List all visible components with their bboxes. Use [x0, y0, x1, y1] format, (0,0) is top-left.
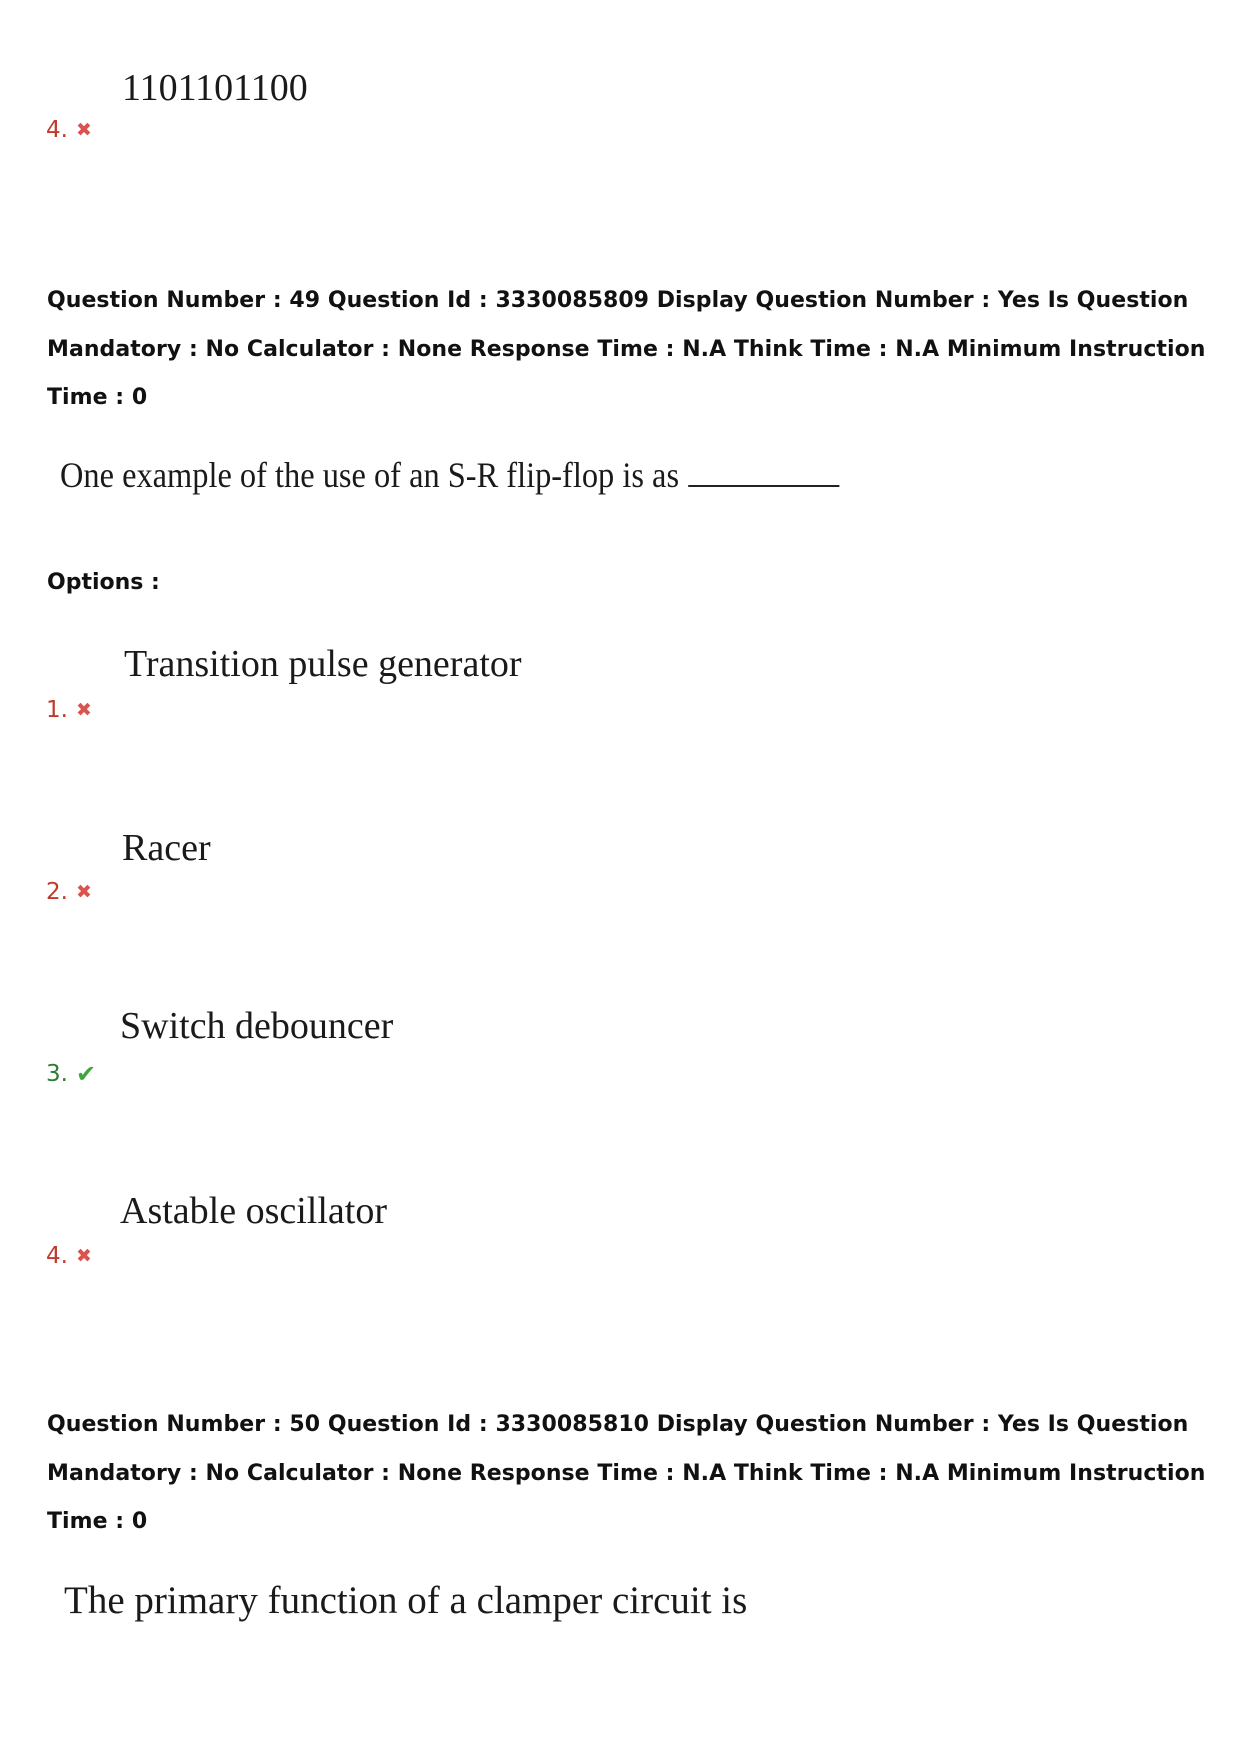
- q49-metadata: [47, 277, 1227, 423]
- q49-meta-line-1: Question Number : 49 Question Id : 3330085809 Display Question Number : Yes Is Question: [47, 288, 1189, 313]
- q49-option-4-marker: [46, 1243, 92, 1269]
- q49-meta-line-2: Mandatory : No Calculator : None Response Time : N.A Think Time : N.A Minimum Instruction: [47, 336, 1206, 362]
- option-number: 3.: [46, 1061, 68, 1087]
- q49-question-text-row: [60, 454, 839, 496]
- q50-metadata: [47, 1401, 1227, 1547]
- q49-option-3-text: Switch debouncer: [120, 1005, 394, 1047]
- q49-option-3-marker: [46, 1061, 96, 1087]
- answer-blank: [688, 463, 839, 487]
- q49-option-2-marker: [46, 879, 92, 905]
- q49-option-1-text: Transition pulse generator: [124, 643, 522, 685]
- prev-option-4-marker: [46, 117, 92, 143]
- option-number: 2.: [46, 879, 68, 905]
- q49-option-1-marker: [46, 697, 92, 723]
- q50-question-text: The primary function of a clamper circuit is: [64, 1579, 748, 1622]
- option-number: 4.: [46, 1243, 68, 1269]
- q50-meta-line-1: Question Number : 50 Question Id : 3330085810 Display Question Number : Yes Is Question: [47, 1412, 1189, 1437]
- q49-option-2-text: Racer: [122, 827, 211, 869]
- q49-meta-line-3: Time : 0: [47, 385, 148, 410]
- q50-meta-line-3: Time : 0: [47, 1509, 148, 1534]
- options-label: Options :: [47, 570, 160, 595]
- q49-option-4-text: Astable oscillator: [120, 1190, 387, 1232]
- check-icon: ✔: [75, 1060, 97, 1088]
- prev-option-4-text: 1101101100: [122, 67, 308, 109]
- cross-icon: ✖: [75, 118, 92, 141]
- cross-icon: ✖: [75, 880, 92, 903]
- option-number: 1.: [46, 697, 68, 723]
- option-number: 4.: [46, 117, 68, 143]
- q49-question-text: One example of the use of an S-R flip-flop is as: [60, 455, 680, 495]
- cross-icon: ✖: [75, 698, 92, 721]
- cross-icon: ✖: [75, 1244, 92, 1267]
- q50-meta-line-2: Mandatory : No Calculator : None Response Time : N.A Think Time : N.A Minimum Instruction: [47, 1460, 1206, 1486]
